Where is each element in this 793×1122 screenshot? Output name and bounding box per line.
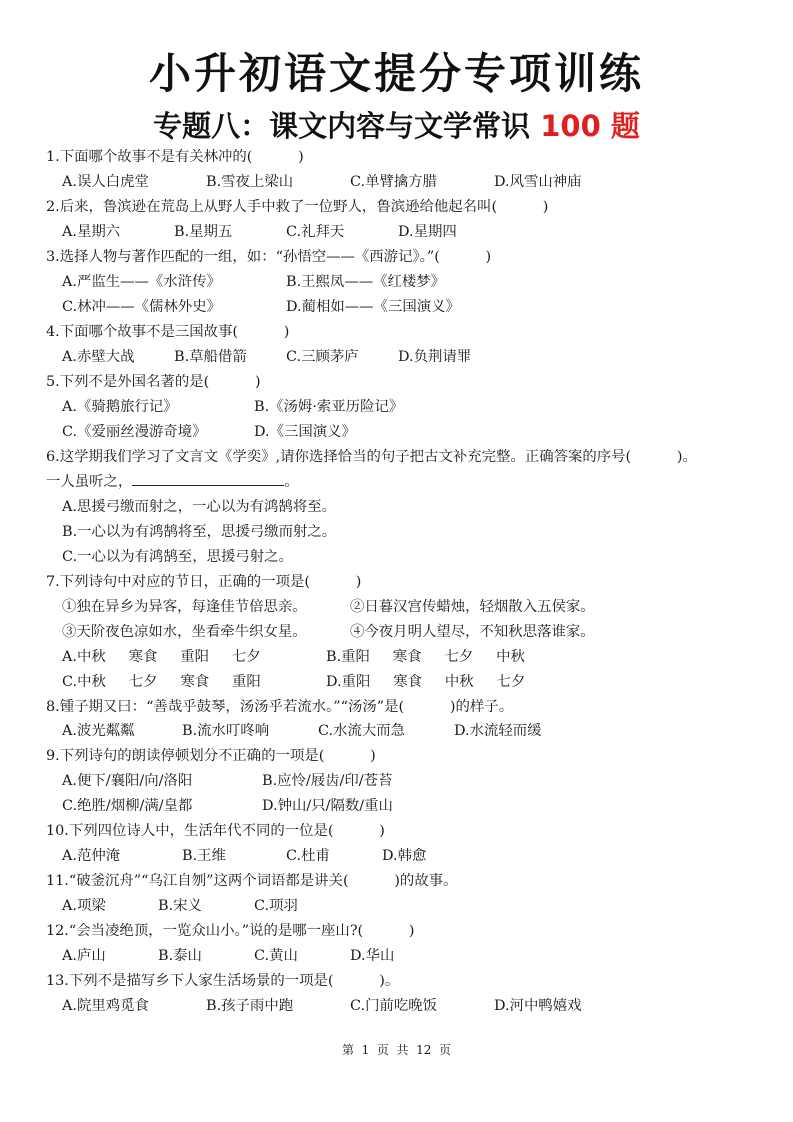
q7-option-d[interactable]: D.重阳 寒食 中秋 七夕 [326, 674, 526, 690]
question-9-stem: 9.下列诗句的朗读停顿划分不正确的一项是( ) [46, 748, 376, 764]
q8-option-a[interactable]: A.波光粼粼 [62, 723, 135, 739]
q10-option-a[interactable]: A.范仲淹 [62, 848, 121, 864]
page-footer: 第 1 页 共 12 页 [341, 1043, 452, 1057]
question-6-period: 。 [284, 474, 299, 490]
question-1-stem: 1.下面哪个故事不是有关林冲的( ) [46, 149, 304, 165]
question-6-stem: 6.这学期我们学习了文言文《学奕》,请你选择恰当的句子把古文补充完整。正确答案的序号( )。 [46, 449, 697, 465]
answer-blank[interactable] [132, 471, 284, 486]
q8-option-c[interactable]: C.水流大而急 [318, 723, 406, 739]
q1-option-d[interactable]: D.风雪山神庙 [494, 174, 582, 190]
q10-option-b[interactable]: B.王维 [182, 848, 226, 864]
q2-option-a[interactable]: A.星期六 [62, 224, 121, 240]
q5-option-a[interactable]: A.《骑鹅旅行记》 [62, 399, 178, 415]
q9-option-d[interactable]: D.钟山/只/隔数/重山 [262, 798, 393, 814]
question-8-stem: 8.锺子期又曰：“善哉乎鼓琴，汤汤乎若流水。”“汤汤”是( )的样子。 [46, 699, 514, 715]
q9-option-a[interactable]: A.便下/襄阳/向/洛阳 [62, 773, 193, 789]
q8-option-d[interactable]: D.水流轻而缓 [454, 723, 542, 739]
q12-option-a[interactable]: A.庐山 [62, 948, 106, 964]
q13-option-a[interactable]: A.院里鸡觅食 [62, 998, 149, 1014]
q7-poem-line-1: ①独在异乡为异客，每逢佳节倍思亲。 [62, 599, 307, 615]
subtitle-count: 100 题 [540, 109, 640, 143]
q13-option-d[interactable]: D.河中鸭嬉戏 [494, 998, 582, 1014]
question-3-stem: 3.选择人物与著作匹配的一组，如：“孙悟空——《西游记》。”( ) [46, 249, 492, 265]
q3-option-c[interactable]: C.林冲——《儒林外史》 [62, 299, 221, 315]
q4-option-c[interactable]: C.三顾茅庐 [286, 349, 359, 365]
q11-option-a[interactable]: A.项梁 [62, 898, 106, 914]
q6-option-a[interactable]: A.思援弓缴而射之，一心以为有鸿鹄将至。 [62, 499, 336, 515]
q2-option-d[interactable]: D.星期四 [398, 224, 457, 240]
q7-poem-line-4: ④今夜月明人望尽，不知秋思落谁家。 [350, 624, 595, 640]
q11-option-c[interactable]: C.项羽 [254, 898, 298, 914]
q3-option-b[interactable]: B.王熙凤——《红楼梦》 [286, 274, 446, 290]
q4-option-b[interactable]: B.草船借箭 [174, 349, 247, 365]
q7-option-b[interactable]: B.重阳 寒食 七夕 中秋 [326, 649, 525, 665]
q5-option-d[interactable]: D.《三国演义》 [254, 424, 356, 440]
q2-option-b[interactable]: B.星期五 [174, 224, 233, 240]
question-7-stem: 7.下列诗句中对应的节日，正确的一项是( ) [46, 574, 362, 590]
subtitle-main: 专题八：课文内容与文学常识 [153, 109, 541, 143]
q12-option-d[interactable]: D.华山 [350, 948, 395, 964]
q6-option-c[interactable]: C.一心以为有鸿鹄至，思援弓射之。 [62, 549, 293, 565]
q10-option-d[interactable]: D.韩愈 [382, 848, 427, 864]
q12-option-b[interactable]: B.泰山 [158, 948, 202, 964]
q5-option-c[interactable]: C.《爱丽丝漫游奇境》 [62, 424, 207, 440]
q2-option-c[interactable]: C.礼拜天 [286, 224, 345, 240]
q12-option-c[interactable]: C.黄山 [254, 948, 298, 964]
question-4-stem: 4.下面哪个故事不是三国故事( ) [46, 324, 290, 340]
q4-option-a[interactable]: A.赤壁大战 [62, 349, 135, 365]
q9-option-b[interactable]: B.应怜/屐齿/印/苍苔 [262, 773, 393, 789]
q13-option-b[interactable]: B.孩子雨中跑 [206, 998, 294, 1014]
q6-option-b[interactable]: B.一心以为有鸿鹄将至，思援弓缴而射之。 [62, 524, 337, 540]
q11-option-b[interactable]: B.宋义 [158, 898, 202, 914]
q3-option-d[interactable]: D.蔺相如——《三国演义》 [286, 299, 460, 315]
q3-option-a[interactable]: A.严监生——《水浒传》 [62, 274, 221, 290]
question-13-stem: 13.下列不是描写乡下人家生活场景的一项是( )。 [46, 973, 400, 989]
q7-poem-line-2: ②日暮汉宫传蜡烛，轻烟散入五侯家。 [350, 599, 595, 615]
q10-option-c[interactable]: C.杜甫 [286, 848, 330, 864]
question-6-sentence: 一人虽听之， [46, 474, 133, 490]
question-6-fill [46, 471, 299, 493]
q1-option-a[interactable]: A.误人白虎堂 [62, 174, 149, 190]
q13-option-c[interactable]: C.门前吃晚饭 [350, 998, 438, 1014]
q7-option-a[interactable]: A.中秋 寒食 重阳 七夕 [62, 649, 261, 665]
question-2-stem: 2.后来，鲁滨逊在荒岛上从野人手中救了一位野人，鲁滨逊给他起名叫( ) [46, 199, 549, 215]
question-12-stem: 12.“会当凌绝顶，一览众山小。”说的是哪一座山?( ) [46, 923, 415, 939]
q1-option-b[interactable]: B.雪夜上梁山 [206, 174, 294, 190]
q9-option-c[interactable]: C.绝胜/烟柳/满/皇都 [62, 798, 193, 814]
q4-option-d[interactable]: D.负荆请罪 [398, 349, 472, 365]
q1-option-c[interactable]: C.单臂擒方腊 [350, 174, 438, 190]
q8-option-b[interactable]: B.流水叮咚响 [182, 723, 270, 739]
q7-poem-line-3: ③天阶夜色凉如水，坐看牵牛织女星。 [62, 624, 307, 640]
q5-option-b[interactable]: B.《汤姆·索亚历险记》 [254, 399, 404, 415]
page-title: 小升初语文提分专项训练 [148, 49, 644, 98]
page-subtitle [0, 104, 793, 148]
question-10-stem: 10.下列四位诗人中，生活年代不同的一位是( ) [46, 823, 385, 839]
question-11-stem: 11.“破釜沉舟”“乌江自刎”这两个词语都是讲关( )的故事。 [46, 873, 458, 889]
q7-option-c[interactable]: C.中秋 七夕 寒食 重阳 [62, 674, 261, 690]
question-5-stem: 5.下列不是外国名著的是( ) [46, 374, 261, 390]
